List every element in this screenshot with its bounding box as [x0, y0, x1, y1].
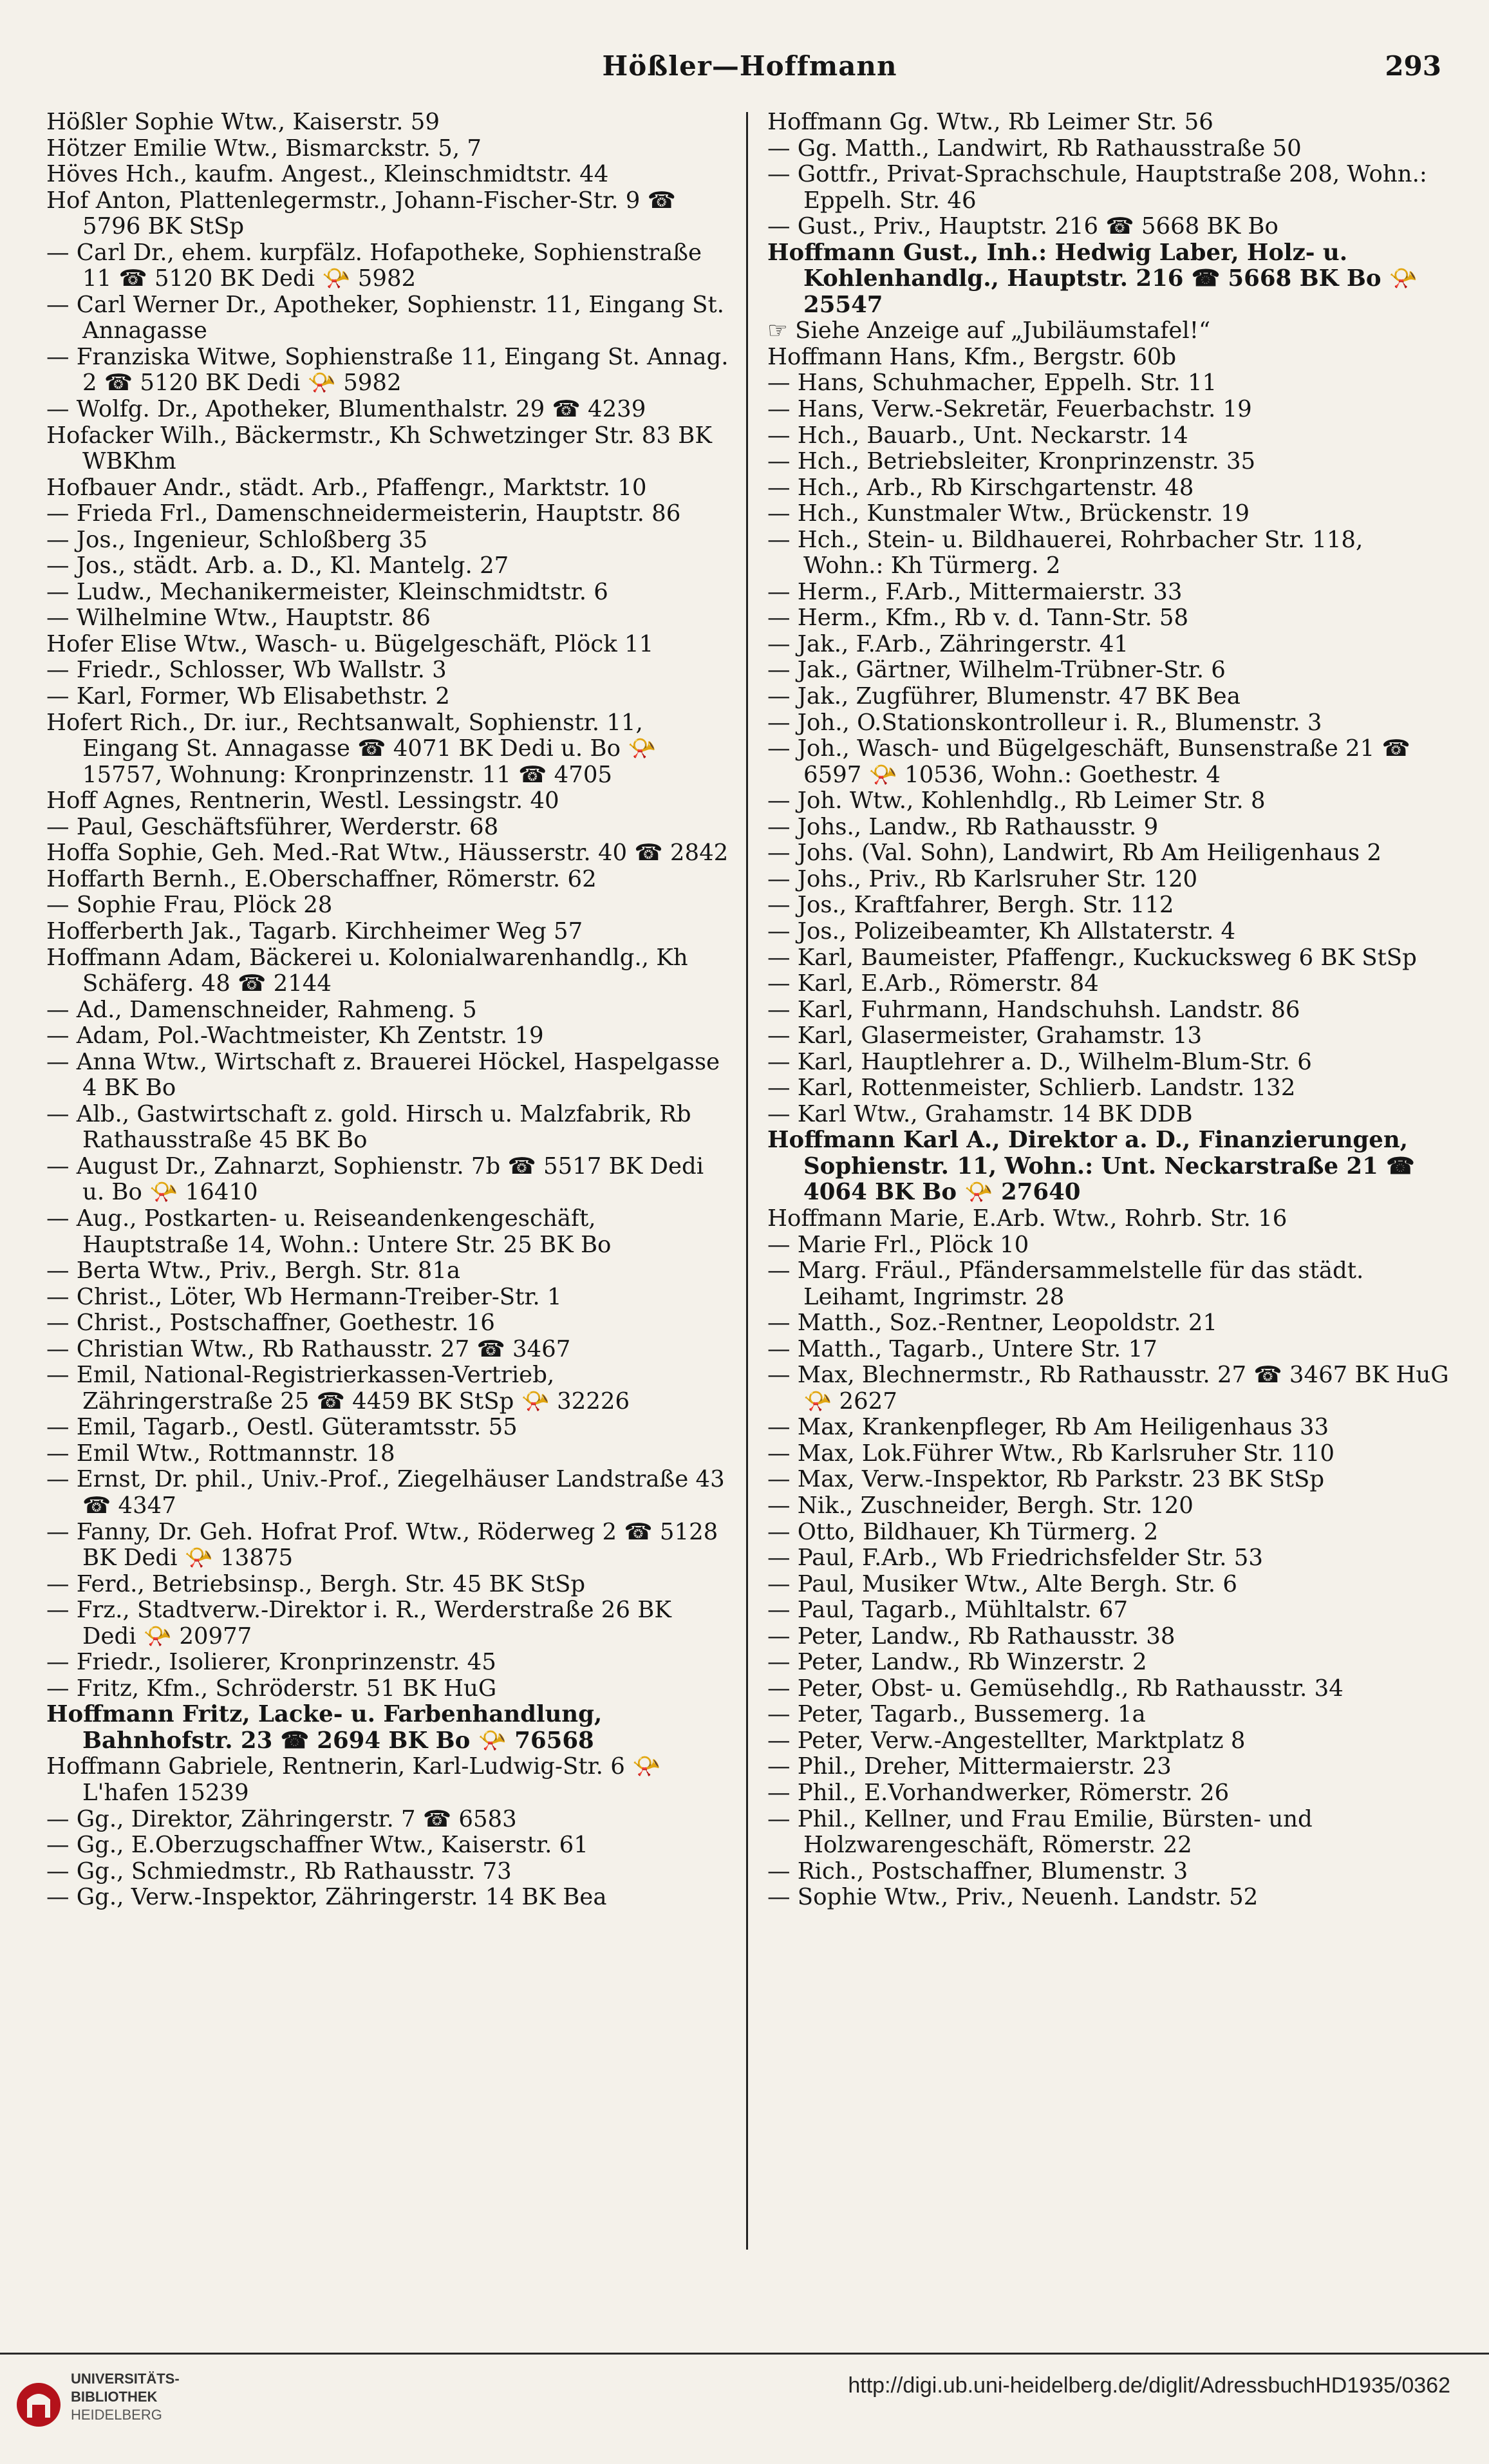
directory-entry: — Emil Wtw., Rottmannstr. 18	[46, 1440, 395, 1467]
directory-entry: — Max, Verw.-Inspektor, Rb Parkstr. 23 BK StSp	[767, 1466, 1325, 1493]
directory-entry: — Peter, Landw., Rb Rathausstr. 38	[767, 1622, 1175, 1650]
directory-entry: — Peter, Obst- u. Gemüsehdlg., Rb Rathausstr. 34	[767, 1675, 1344, 1702]
directory-entry: — Otto, Bildhauer, Kh Türmerg. 2	[767, 1518, 1159, 1545]
left-column	[46, 109, 729, 2257]
library-name-line-3: HEIDELBERG	[71, 2407, 162, 2423]
directory-entry: — Hch., Stein- u. Bildhauerei, Rohrbacher Str. 118, Wohn.: Kh Türmerg. 2	[767, 526, 1363, 579]
directory-entry: — Christ., Löter, Wb Hermann-Treiber-Str. 1	[46, 1283, 562, 1310]
directory-entry: — Jos., Ingenieur, Schloßberg 35	[46, 526, 428, 553]
library-name-line-1: UNIVERSITÄTS-	[71, 2371, 180, 2387]
directory-entry: — Peter, Verw.-Angestellter, Marktplatz 8	[767, 1727, 1246, 1754]
directory-entry: — Karl, Former, Wb Elisabethstr. 2	[46, 683, 450, 710]
running-head: Hößler—Hoffmann	[602, 50, 897, 82]
directory-entry: — Karl, Hauptlehrer a. D., Wilhelm-Blum-Str. 6	[767, 1048, 1312, 1075]
directory-entry: Hoffmann Gust., Inh.: Hedwig Laber, Holz- u. Kohlenhandlg., Hauptstr. 216 ☎ 5668 BK Bo 📯 25547	[767, 239, 1418, 318]
directory-entry: — Max, Krankenpfleger, Rb Am Heiligenhaus 33	[767, 1414, 1329, 1441]
directory-entry: Hofacker Wilh., Bäckermstr., Kh Schwetzinger Str. 83 BK WBKhm	[46, 422, 712, 475]
directory-entry: Hofbauer Andr., städt. Arb., Pfaffengr., Marktstr. 10	[46, 474, 647, 501]
directory-entry: — Karl, Fuhrmann, Handschuhsh. Landstr. 86	[767, 996, 1300, 1023]
directory-entry: — Max, Blechnermstr., Rb Rathausstr. 27 ☎ 3467 BK HuG 📯 2627	[767, 1362, 1449, 1415]
directory-entry: — Jos., städt. Arb. a. D., Kl. Mantelg. 27	[46, 552, 509, 579]
directory-entry: — Christ., Postschaffner, Goethestr. 16	[46, 1310, 495, 1337]
directory-entry: — Fanny, Dr. Geh. Hofrat Prof. Wtw., Röderweg 2 ☎ 5128 BK Dedi 📯 13875	[46, 1518, 718, 1572]
directory-entry: — Gg., Direktor, Zähringerstr. 7 ☎ 6583	[46, 1805, 517, 1832]
directory-entry: Hoffarth Bernh., E.Oberschaffner, Römerstr. 62	[46, 865, 597, 892]
directory-entry: Hofferberth Jak., Tagarb. Kirchheimer Weg 57	[46, 917, 583, 945]
directory-entry: — Herm., F.Arb., Mittermaierstr. 33	[767, 578, 1183, 605]
directory-entry: — Herm., Kfm., Rb v. d. Tann-Str. 58	[767, 605, 1189, 632]
directory-entry: — Fritz, Kfm., Schröderstr. 51 BK HuG	[46, 1675, 497, 1702]
directory-entry: — Gg., E.Oberzugschaffner Wtw., Kaiserstr. 61	[46, 1832, 588, 1859]
directory-entry: — Karl Wtw., Grahamstr. 14 BK DDB	[767, 1100, 1193, 1127]
directory-entry: — Joh., Wasch- und Bügelgeschäft, Bunsenstraße 21 ☎ 6597 📯 10536, Wohn.: Goethestr. 4	[767, 735, 1410, 788]
directory-entry: — Matth., Soz.-Rentner, Leopoldstr. 21	[767, 1310, 1218, 1337]
directory-entry: Höves Hch., kaufm. Angest., Kleinschmidtstr. 44	[46, 161, 609, 188]
library-name	[71, 2370, 180, 2424]
directory-entry: — Gottfr., Privat-Sprachschule, Hauptstraße 208, Wohn.: Eppelh. Str. 46	[767, 161, 1427, 214]
directory-entry: — Phil., Kellner, und Frau Emilie, Bürsten- und Holzwarengeschäft, Römerstr. 22	[767, 1805, 1313, 1859]
directory-columns	[46, 109, 1459, 2257]
directory-entry: — Jak., F.Arb., Zähringerstr. 41	[767, 630, 1128, 657]
directory-entry: Hoffmann Adam, Bäckerei u. Kolonialwarenhandlg., Kh Schäferg. 48 ☎ 2144	[46, 944, 688, 997]
directory-entry: — Anna Wtw., Wirtschaft z. Brauerei Höckel, Haspelgasse 4 BK Bo	[46, 1048, 720, 1102]
directory-entry: — Karl, Rottenmeister, Schlierb. Landstr. 132	[767, 1075, 1296, 1102]
library-logo	[13, 2366, 219, 2447]
directory-entry: — Rich., Postschaffner, Blumenstr. 3	[767, 1857, 1188, 1885]
directory-entry: — Paul, Musiker Wtw., Alte Bergh. Str. 6	[767, 1570, 1237, 1597]
directory-entry: — August Dr., Zahnarzt, Sophienstr. 7b ☎ 5517 BK Dedi u. Bo 📯 16410	[46, 1152, 704, 1206]
directory-entry: — Gg. Matth., Landwirt, Rb Rathausstraße 50	[767, 135, 1302, 162]
directory-entry: — Frz., Stadtverw.-Direktor i. R., Werderstraße 26 BK Dedi 📯 20977	[46, 1597, 671, 1650]
directory-entry: Hoffa Sophie, Geh. Med.-Rat Wtw., Häusserstr. 40 ☎ 2842	[46, 840, 729, 867]
directory-entry: — Christian Wtw., Rb Rathausstr. 27 ☎ 3467	[46, 1335, 571, 1362]
directory-entry: — Hans, Verw.-Sekretär, Feuerbachstr. 19	[767, 396, 1252, 423]
directory-entry: — Gg., Verw.-Inspektor, Zähringerstr. 14 BK Bea	[46, 1884, 607, 1911]
directory-entry: — Hch., Bauarb., Unt. Neckarstr. 14	[767, 422, 1188, 449]
directory-entry: — Joh., O.Stationskontrolleur i. R., Blumenstr. 3	[767, 709, 1322, 736]
directory-entry: — Joh. Wtw., Kohlenhdlg., Rb Leimer Str. 8	[767, 787, 1266, 814]
directory-entry: ☞ Siehe Anzeige auf „Jubiläumstafel!“	[767, 317, 1211, 344]
directory-entry: — Gg., Schmiedmstr., Rb Rathausstr. 73	[46, 1857, 512, 1885]
directory-entry: — Franziska Witwe, Sophienstraße 11, Eingang St. Annag. 2 ☎ 5120 BK Dedi 📯 5982	[46, 343, 729, 397]
footer-divider	[0, 2353, 1489, 2355]
directory-entry: — Karl, E.Arb., Römerstr. 84	[767, 970, 1099, 997]
directory-entry: Hoffmann Gg. Wtw., Rb Leimer Str. 56	[767, 109, 1213, 135]
directory-entry: — Carl Werner Dr., Apotheker, Sophienstr. 11, Eingang St. Annagasse	[46, 291, 724, 344]
directory-entry: — Sophie Wtw., Priv., Neuenh. Landstr. 52	[767, 1884, 1259, 1911]
directory-entry: — Max, Lok.Führer Wtw., Rb Karlsruher Str. 110	[767, 1440, 1334, 1467]
directory-entry: — Wolfg. Dr., Apotheker, Blumenthalstr. 29 ☎ 4239	[46, 396, 646, 423]
directory-entry: — Emil, Tagarb., Oestl. Güteramtsstr. 55	[46, 1414, 518, 1441]
column-divider	[746, 112, 748, 2250]
directory-entry: — Ferd., Betriebsinsp., Bergh. Str. 45 BK StSp	[46, 1570, 586, 1597]
directory-entry: Hofert Rich., Dr. iur., Rechtsanwalt, Sophienstr. 11, Eingang St. Annagasse ☎ 4071 BK Dedi u. Bo 📯 15757, Wohnung: Kronprinzenstr. 11 ☎ 4705	[46, 709, 657, 788]
directory-entry: — Hch., Kunstmaler Wtw., Brückenstr. 19	[767, 500, 1250, 527]
directory-entry: Hötzer Emilie Wtw., Bismarckstr. 5, 7	[46, 135, 482, 162]
directory-entry: — Nik., Zuschneider, Bergh. Str. 120	[767, 1492, 1194, 1519]
directory-entry: — Jak., Zugführer, Blumenstr. 47 BK Bea	[767, 683, 1241, 710]
directory-entry: Hoffmann Marie, E.Arb. Wtw., Rohrb. Str. 16	[767, 1205, 1288, 1232]
directory-entry: — Johs. (Val. Sohn), Landwirt, Rb Am Heiligenhaus 2	[767, 840, 1381, 867]
directory-entry: — Marie Frl., Plöck 10	[767, 1231, 1029, 1258]
directory-entry: Hoffmann Karl A., Direktor a. D., Finanzierungen, Sophienstr. 11, Wohn.: Unt. Neckarstraße 21 ☎ 4064 BK Bo 📯 27640	[767, 1127, 1415, 1206]
directory-entry: — Paul, F.Arb., Wb Friedrichsfelder Str. 53	[767, 1545, 1263, 1572]
directory-entry: — Friedr., Isolierer, Kronprinzenstr. 45	[46, 1649, 496, 1676]
directory-entry: — Adam, Pol.-Wachtmeister, Kh Zentstr. 19	[46, 1022, 544, 1049]
directory-entry: — Phil., E.Vorhandwerker, Römerstr. 26	[767, 1780, 1230, 1806]
directory-entry: — Hch., Arb., Rb Kirschgartenstr. 48	[767, 474, 1194, 501]
directory-entry: Hößler Sophie Wtw., Kaiserstr. 59	[46, 109, 440, 135]
directory-entry: — Jos., Polizeibeamter, Kh Allstaterstr. 4	[767, 917, 1236, 945]
directory-entry: — Paul, Geschäftsführer, Werderstr. 68	[46, 813, 499, 840]
directory-entry: — Carl Dr., ehem. kurpfälz. Hofapotheke, Sophienstraße 11 ☎ 5120 BK Dedi 📯 5982	[46, 239, 702, 292]
directory-entry: — Wilhelmine Wtw., Hauptstr. 86	[46, 605, 431, 632]
directory-entry: — Johs., Priv., Rb Karlsruher Str. 120	[767, 865, 1198, 892]
page-header	[52, 50, 1448, 95]
directory-entry: — Jos., Kraftfahrer, Bergh. Str. 112	[767, 892, 1174, 919]
source-url[interactable]: http://digi.ub.uni-heidelberg.de/diglit/AdressbuchHD1935/0362	[848, 2373, 1450, 2398]
directory-entry: — Johs., Landw., Rb Rathausstr. 9	[767, 813, 1159, 840]
directory-entry: — Phil., Dreher, Mittermaierstr. 23	[767, 1753, 1172, 1780]
directory-entry: — Alb., Gastwirtschaft z. gold. Hirsch u. Malzfabrik, Rb Rathausstraße 45 BK Bo	[46, 1100, 691, 1154]
directory-entry: — Peter, Landw., Rb Winzerstr. 2	[767, 1649, 1147, 1676]
directory-entry: — Aug., Postkarten- u. Reiseandenkengeschäft, Hauptstraße 14, Wohn.: Untere Str. 25 BK Bo	[46, 1205, 612, 1258]
directory-entry: — Gust., Priv., Hauptstr. 216 ☎ 5668 BK Bo	[767, 213, 1278, 240]
directory-entry: — Paul, Tagarb., Mühltalstr. 67	[767, 1597, 1128, 1624]
directory-entry: — Ernst, Dr. phil., Univ.-Prof., Ziegelhäuser Landstraße 43 ☎ 4347	[46, 1466, 725, 1519]
directory-entry: — Ludw., Mechanikermeister, Kleinschmidtstr. 6	[46, 578, 608, 605]
directory-entry: — Peter, Tagarb., Bussemerg. 1a	[767, 1701, 1146, 1728]
directory-entry: — Marg. Fräul., Pfändersammelstelle für das städt. Leihamt, Ingrimstr. 28	[767, 1257, 1364, 1310]
page-number: 293	[1385, 50, 1441, 82]
directory-entry: — Hans, Schuhmacher, Eppelh. Str. 11	[767, 370, 1217, 397]
directory-entry: Hofer Elise Wtw., Wasch- u. Bügelgeschäft, Plöck 11	[46, 630, 654, 657]
directory-entry: — Hch., Betriebsleiter, Kronprinzenstr. 35	[767, 448, 1256, 475]
directory-entry: — Ad., Damenschneider, Rahmeng. 5	[46, 996, 477, 1023]
directory-entry: — Karl, Glasermeister, Grahamstr. 13	[767, 1022, 1203, 1049]
directory-entry: — Matth., Tagarb., Untere Str. 17	[767, 1335, 1157, 1362]
directory-entry: — Friedr., Schlosser, Wb Wallstr. 3	[46, 657, 447, 684]
directory-entry: — Jak., Gärtner, Wilhelm-Trübner-Str. 6	[767, 657, 1226, 684]
directory-entry: — Berta Wtw., Priv., Bergh. Str. 81a	[46, 1257, 461, 1284]
directory-entry: — Karl, Baumeister, Pfaffengr., Kuckucksweg 6 BK StSp	[767, 944, 1417, 971]
library-name-line-2: BIBLIOTHEK	[71, 2389, 158, 2405]
directory-entry: — Sophie Frau, Plöck 28	[46, 892, 333, 919]
directory-entry: Hoffmann Gabriele, Rentnerin, Karl-Ludwig-Str. 6 📯 L'hafen 15239	[46, 1753, 661, 1806]
directory-entry: Hoffmann Hans, Kfm., Bergstr. 60b	[767, 343, 1177, 370]
directory-entry: — Frieda Frl., Damenschneidermeisterin, Hauptstr. 86	[46, 500, 681, 527]
directory-entry: Hoffmann Fritz, Lacke- u. Farbenhandlung, Bahnhofstr. 23 ☎ 2694 BK Bo 📯 76568	[46, 1701, 603, 1754]
library-seal-icon	[13, 2366, 64, 2443]
directory-entry: Hoff Agnes, Rentnerin, Westl. Lessingstr. 40	[46, 787, 559, 814]
right-column	[767, 109, 1450, 2257]
directory-entry: — Emil, National-Registrierkassen-Vertrieb, Zähringerstraße 25 ☎ 4459 BK StSp 📯 32226	[46, 1362, 630, 1415]
directory-entry: Hof Anton, Plattenlegermstr., Johann-Fischer-Str. 9 ☎ 5796 BK StSp	[46, 187, 676, 240]
